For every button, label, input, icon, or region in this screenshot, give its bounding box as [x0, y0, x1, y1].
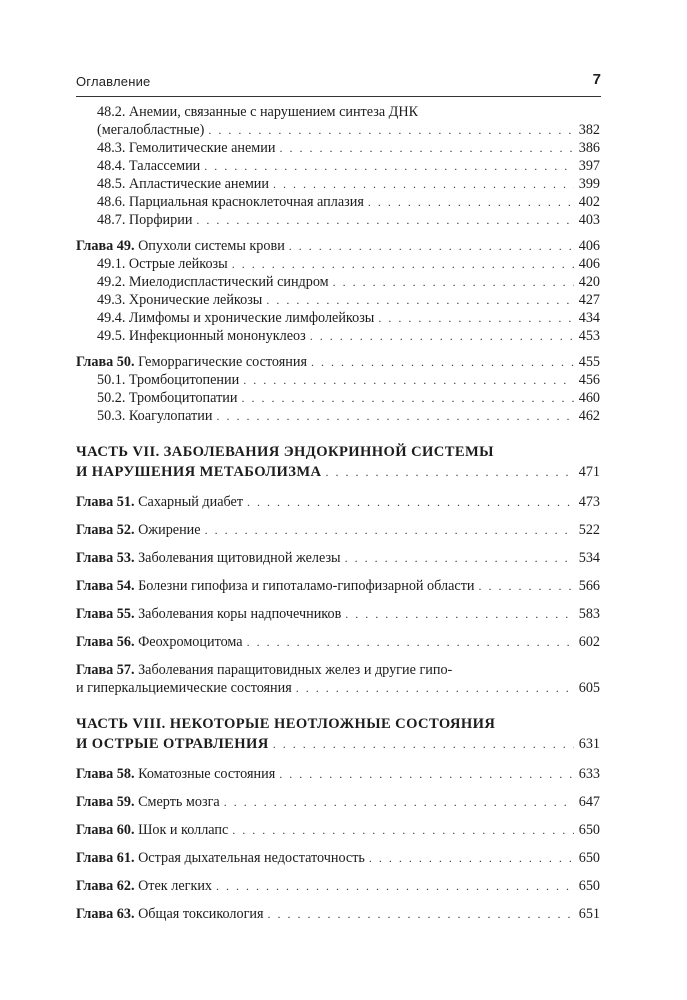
toc-page: 647 — [578, 794, 600, 810]
dot-leader — [273, 735, 574, 753]
dot-leader — [196, 211, 573, 229]
dot-leader — [266, 291, 573, 309]
dot-leader — [216, 877, 574, 895]
toc-page: 399 — [578, 176, 600, 192]
dot-leader — [205, 521, 574, 539]
toc-chapter-57-line1[interactable]: Глава 57. Заболевания паращитовидных желез и другие гипо- — [76, 662, 453, 678]
toc-page: 455 — [578, 354, 600, 370]
chapter-label: Глава 54. — [76, 578, 135, 594]
toc-part-8[interactable]: И ОСТРЫЕ ОТРАВЛЕНИЯ . . . 631 — [76, 735, 600, 755]
toc-chapter-55[interactable]: Глава 55. Заболевания коры надпочечников . . . 583 — [76, 605, 600, 623]
toc-page: 434 — [578, 310, 600, 326]
toc-page: 602 — [578, 634, 600, 650]
toc-page: 386 — [578, 140, 600, 156]
toc-entry-48-5[interactable]: 48.5. Апластические анемии . . . 399 — [76, 175, 600, 193]
toc-page: 605 — [578, 680, 600, 696]
toc-entry-49-2[interactable]: 49.2. Миелодиспластический синдром . . . 420 — [76, 273, 600, 291]
toc-part-7[interactable]: И НАРУШЕНИЯ МЕТАБОЛИЗМА . . . 471 — [76, 463, 600, 483]
toc-page: 631 — [578, 736, 600, 752]
dot-leader — [345, 605, 573, 623]
toc-page: 397 — [578, 158, 600, 174]
dot-leader — [345, 549, 574, 567]
chapter-label: Глава 49. — [76, 238, 135, 254]
chapter-label: Глава 50. — [76, 354, 135, 370]
table-of-contents — [76, 103, 600, 923]
dot-leader — [289, 237, 574, 255]
dot-leader — [216, 407, 573, 425]
toc-chapter-63[interactable]: Глава 63. Общая токсикология . . . 651 — [76, 905, 600, 923]
running-header-title: Оглавление — [76, 74, 151, 89]
toc-chapter-59[interactable]: Глава 59. Смерть мозга . . . 647 — [76, 793, 600, 811]
toc-chapter-57[interactable]: и гиперкальциемические состояния . . . 605 — [76, 679, 600, 697]
toc-page: 403 — [578, 212, 600, 228]
dot-leader — [224, 793, 574, 811]
toc-chapter-56[interactable]: Глава 56. Феохромоцитома . . . 602 — [76, 633, 600, 651]
dot-leader — [247, 633, 574, 651]
toc-entry-48-2[interactable]: (мегалобластные) . . . 382 — [76, 121, 600, 139]
toc-entry-49-1[interactable]: 49.1. Острые лейкозы . . . 406 — [76, 255, 600, 273]
dot-leader — [296, 679, 574, 697]
dot-leader — [232, 821, 573, 839]
toc-entry-50-1[interactable]: 50.1. Тромбоцитопении . . . 456 — [76, 371, 600, 389]
dot-leader — [204, 157, 573, 175]
chapter-label: Глава 57. — [76, 662, 135, 678]
toc-entry-48-7[interactable]: 48.7. Порфирии . . . 403 — [76, 211, 600, 229]
page-number: 7 — [592, 71, 601, 88]
toc-page: 456 — [578, 372, 600, 388]
toc-page: 566 — [578, 578, 600, 594]
dot-leader — [273, 175, 574, 193]
toc-page: 651 — [578, 906, 600, 922]
chapter-label: Глава 62. — [76, 878, 135, 894]
chapter-label: Глава 63. — [76, 906, 135, 922]
toc-page: 460 — [578, 390, 600, 406]
toc-page: 650 — [578, 850, 600, 866]
toc-page: 406 — [578, 238, 600, 254]
toc-page: 650 — [578, 878, 600, 894]
dot-leader — [310, 327, 574, 345]
dot-leader — [243, 371, 574, 389]
dot-leader — [311, 353, 574, 371]
toc-page: 406 — [578, 256, 600, 272]
chapter-label: Глава 53. — [76, 550, 135, 566]
dot-leader — [478, 577, 573, 595]
dot-leader — [325, 463, 573, 481]
toc-page: 633 — [578, 766, 600, 782]
toc-entry-49-3[interactable]: 49.3. Хронические лейкозы . . . 427 — [76, 291, 600, 309]
toc-chapter-50[interactable]: Глава 50. Геморрагические состояния . . . 455 — [76, 353, 600, 371]
chapter-label: Глава 59. — [76, 794, 135, 810]
toc-page: 583 — [578, 606, 600, 622]
dot-leader — [378, 309, 573, 327]
toc-page: 462 — [578, 408, 600, 424]
chapter-label: Глава 58. — [76, 766, 135, 782]
toc-entry-49-4[interactable]: 49.4. Лимфомы и хронические лимфолейкозы . . . 434 — [76, 309, 600, 327]
toc-chapter-53[interactable]: Глава 53. Заболевания щитовидной железы . . . 534 — [76, 549, 600, 567]
toc-page: 420 — [578, 274, 600, 290]
toc-entry-48-2-line1[interactable]: 48.2. Анемии, связанные с нарушением синтеза ДНК — [97, 104, 419, 120]
toc-chapter-49[interactable]: Глава 49. Опухоли системы крови . . . 406 — [76, 237, 600, 255]
chapter-label: Глава 56. — [76, 634, 135, 650]
toc-entry-50-2[interactable]: 50.2. Тромбоцитопатии . . . 460 — [76, 389, 600, 407]
dot-leader — [279, 765, 573, 783]
toc-entry-50-3[interactable]: 50.3. Коагулопатии . . . 462 — [76, 407, 600, 425]
toc-entry-49-5[interactable]: 49.5. Инфекционный мононуклеоз . . . 453 — [76, 327, 600, 345]
toc-chapter-61[interactable]: Глава 61. Острая дыхательная недостаточность . . . 650 — [76, 849, 600, 867]
dot-leader — [247, 493, 574, 511]
toc-page: 402 — [578, 194, 600, 210]
running-header — [76, 71, 601, 93]
toc-chapter-58[interactable]: Глава 58. Коматозные состояния . . . 633 — [76, 765, 600, 783]
chapter-label: Глава 52. — [76, 522, 135, 538]
dot-leader — [268, 905, 574, 923]
dot-leader — [208, 121, 573, 139]
dot-leader — [279, 139, 573, 157]
toc-chapter-60[interactable]: Глава 60. Шок и коллапс . . . 650 — [76, 821, 600, 839]
toc-entry-48-4[interactable]: 48.4. Талассемии . . . 397 — [76, 157, 600, 175]
toc-page: 427 — [578, 292, 600, 308]
toc-page: 522 — [578, 522, 600, 538]
toc-chapter-54[interactable]: Глава 54. Болезни гипофиза и гипоталамо-гипофизарной области . . . 566 — [76, 577, 600, 595]
toc-chapter-52[interactable]: Глава 52. Ожирение . . . 522 — [76, 521, 600, 539]
toc-page: 473 — [578, 494, 600, 510]
dot-leader — [333, 273, 574, 291]
toc-page: 471 — [578, 464, 600, 480]
chapter-label: Глава 61. — [76, 850, 135, 866]
toc-page: 650 — [578, 822, 600, 838]
toc-entry-48-3[interactable]: 48.3. Гемолитические анемии . . . 386 — [76, 139, 600, 157]
chapter-label: Глава 51. — [76, 494, 135, 510]
part-7-title-line1[interactable]: ЧАСТЬ VII. ЗАБОЛЕВАНИЯ ЭНДОКРИННОЙ СИСТЕМЫ — [76, 444, 494, 460]
header-rule — [76, 96, 601, 97]
toc-page: 453 — [578, 328, 600, 344]
toc-chapter-51[interactable]: Глава 51. Сахарный диабет . . . 473 — [76, 493, 600, 511]
chapter-label: Глава 60. — [76, 822, 135, 838]
toc-chapter-62[interactable]: Глава 62. Отек легких . . . 650 — [76, 877, 600, 895]
dot-leader — [232, 255, 574, 273]
part-8-title-line1[interactable]: ЧАСТЬ VIII. НЕКОТОРЫЕ НЕОТЛОЖНЫЕ СОСТОЯНИЯ — [76, 716, 496, 732]
toc-page: 534 — [578, 550, 600, 566]
dot-leader — [241, 389, 573, 407]
toc-entry-48-6[interactable]: 48.6. Парциальная красноклеточная аплазия . . . 402 — [76, 193, 600, 211]
dot-leader — [368, 193, 574, 211]
chapter-label: Глава 55. — [76, 606, 135, 622]
dot-leader — [369, 849, 574, 867]
toc-page: 382 — [578, 122, 600, 138]
